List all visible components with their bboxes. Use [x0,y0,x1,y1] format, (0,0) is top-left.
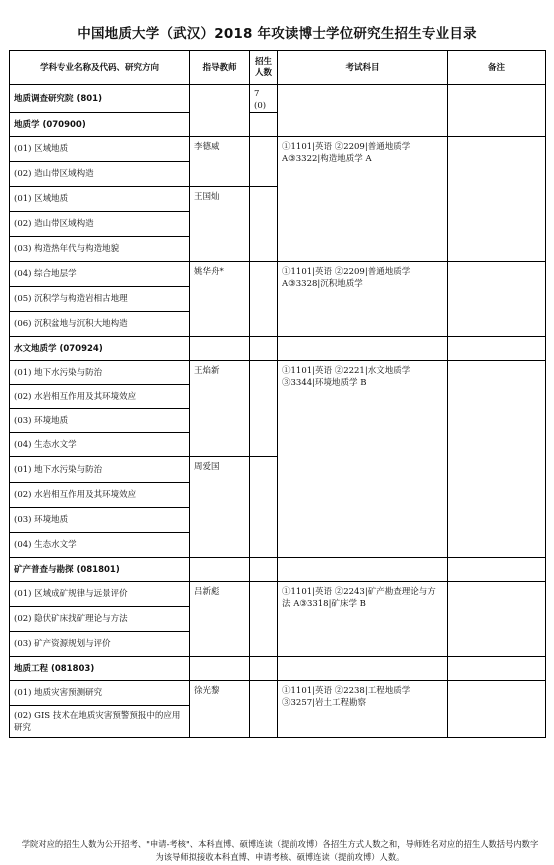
institute-row [10,85,546,113]
blank-cell [250,657,278,681]
direction-cell: (01) 区域地质 [10,187,190,212]
exam-cell: ①1101|英语 ②2209|普通地质学 A③3322|构造地质学 A [278,137,448,262]
direction-cell: (05) 沉积学与构造岩相古地理 [10,287,190,312]
remarks-cell [448,582,546,657]
blank-cell [278,337,448,361]
blank-cell [250,187,278,262]
direction-cell: (03) 环境地质 [10,508,190,533]
remarks-cell [448,137,546,262]
direction-cell: (04) 综合地层学 [10,262,190,287]
blank-cell [250,262,278,337]
institute-name: 地质调查研究院 (801) [10,85,190,113]
direction-cell: (02) 隐伏矿床找矿理论与方法 [10,607,190,632]
advisor-cell: 王国灿 [190,187,250,262]
blank-cell [250,113,278,137]
section-row [10,657,546,681]
header-advisor: 指导教师 [190,51,250,85]
direction-cell: (01) 地质灾害预测研究 [10,681,190,706]
blank-cell [250,582,278,657]
direction-cell: (03) 矿产资源规划与评价 [10,632,190,657]
advisor-cell: 吕新彪 [190,582,250,657]
blank-cell [250,558,278,582]
advisor-cell: 李德威 [190,137,250,187]
blank-cell [250,337,278,361]
direction-cell: (03) 环境地质 [10,409,190,433]
direction-cell: (01) 地下水污染与防治 [10,361,190,385]
exam-cell: ①1101|英语 ②2221|水文地质学③3344|环境地质学 B [278,361,448,558]
section-geology: 地质学 (070900) [10,113,190,137]
direction-cell: (01) 区域地质 [10,137,190,162]
advisor-cell: 王焰新 [190,361,250,457]
exam-cell: ①1101|英语 ②2209|普通地质学 A③3328|沉积地质学 [278,262,448,337]
table-row [10,262,546,287]
section-mineral: 矿产普查与勘探 (081801) [10,558,190,582]
table-row [10,361,546,385]
direction-cell: (02) 造山带区域构造 [10,162,190,187]
section-row [10,337,546,361]
section-geo-engineering: 地质工程 (081803) [10,657,190,681]
institute-quota: 7 (0) [250,85,278,113]
page-title: 中国地质大学（武汉）2018 年攻读博士学位研究生招生专业目录 [77,26,477,42]
blank-cell [448,337,546,361]
direction-cell: (01) 区域成矿规律与远景评价 [10,582,190,607]
blank-cell [278,657,448,681]
table-row [10,137,546,162]
catalog-table [9,50,546,738]
direction-cell: (06) 沉积盆地与沉积大地构造 [10,312,190,337]
table-row [10,681,546,706]
section-row [10,558,546,582]
advisor-cell: 姚华舟* [190,262,250,337]
direction-cell: (02) 造山带区域构造 [10,212,190,237]
blank-cell [278,85,448,137]
blank-cell [190,85,250,137]
advisor-cell: 周爱国 [190,457,250,558]
direction-cell: (04) 生态水文学 [10,433,190,457]
blank-cell [190,337,250,361]
table-row [10,582,546,607]
blank-cell [250,681,278,738]
blank-cell [448,558,546,582]
direction-cell: (04) 生态水文学 [10,533,190,558]
remarks-cell [448,361,546,558]
direction-cell: (01) 地下水污染与防治 [10,457,190,483]
header-remarks: 备注 [448,51,546,85]
blank-cell [250,361,278,457]
section-hydrogeology: 水文地质学 (070924) [10,337,190,361]
direction-cell: (03) 构造热年代与构造地貌 [10,237,190,262]
header-quota: 招生 人数 [250,51,278,85]
header-major: 学科专业名称及代码、研究方向 [10,51,190,85]
blank-cell [250,457,278,558]
blank-cell [250,137,278,187]
blank-cell [278,558,448,582]
exam-cell: ①1101|英语 ②2238|工程地质学③3257|岩土工程勘察 [278,681,448,738]
header-exam: 考试科目 [278,51,448,85]
direction-cell: (02) GIS 技术在地质灾害预警预报中的应用研究 [10,706,190,738]
footnote: 学院对应的招生人数为公开招考、"申请-考核"、本科直博、硕博连读（提前攻博）各招生方式人数之和，导师姓名对应的招生人数括号内数字为该导师拟接收本科直博、申请考核、硕博连读（提前攻博）人数。 [21,839,539,862]
blank-cell [190,558,250,582]
exam-cell: ①1101|英语 ②2243|矿产勘查理论与方法 A③3318|矿床学 B [278,582,448,657]
direction-cell: (02) 水岩相互作用及其环境效应 [10,385,190,409]
blank-cell [448,85,546,137]
remarks-cell [448,262,546,337]
blank-cell [190,657,250,681]
header-row [10,51,546,85]
advisor-cell: 徐光黎 [190,681,250,738]
remarks-cell [448,681,546,738]
blank-cell [448,657,546,681]
direction-cell: (02) 水岩相互作用及其环境效应 [10,483,190,508]
